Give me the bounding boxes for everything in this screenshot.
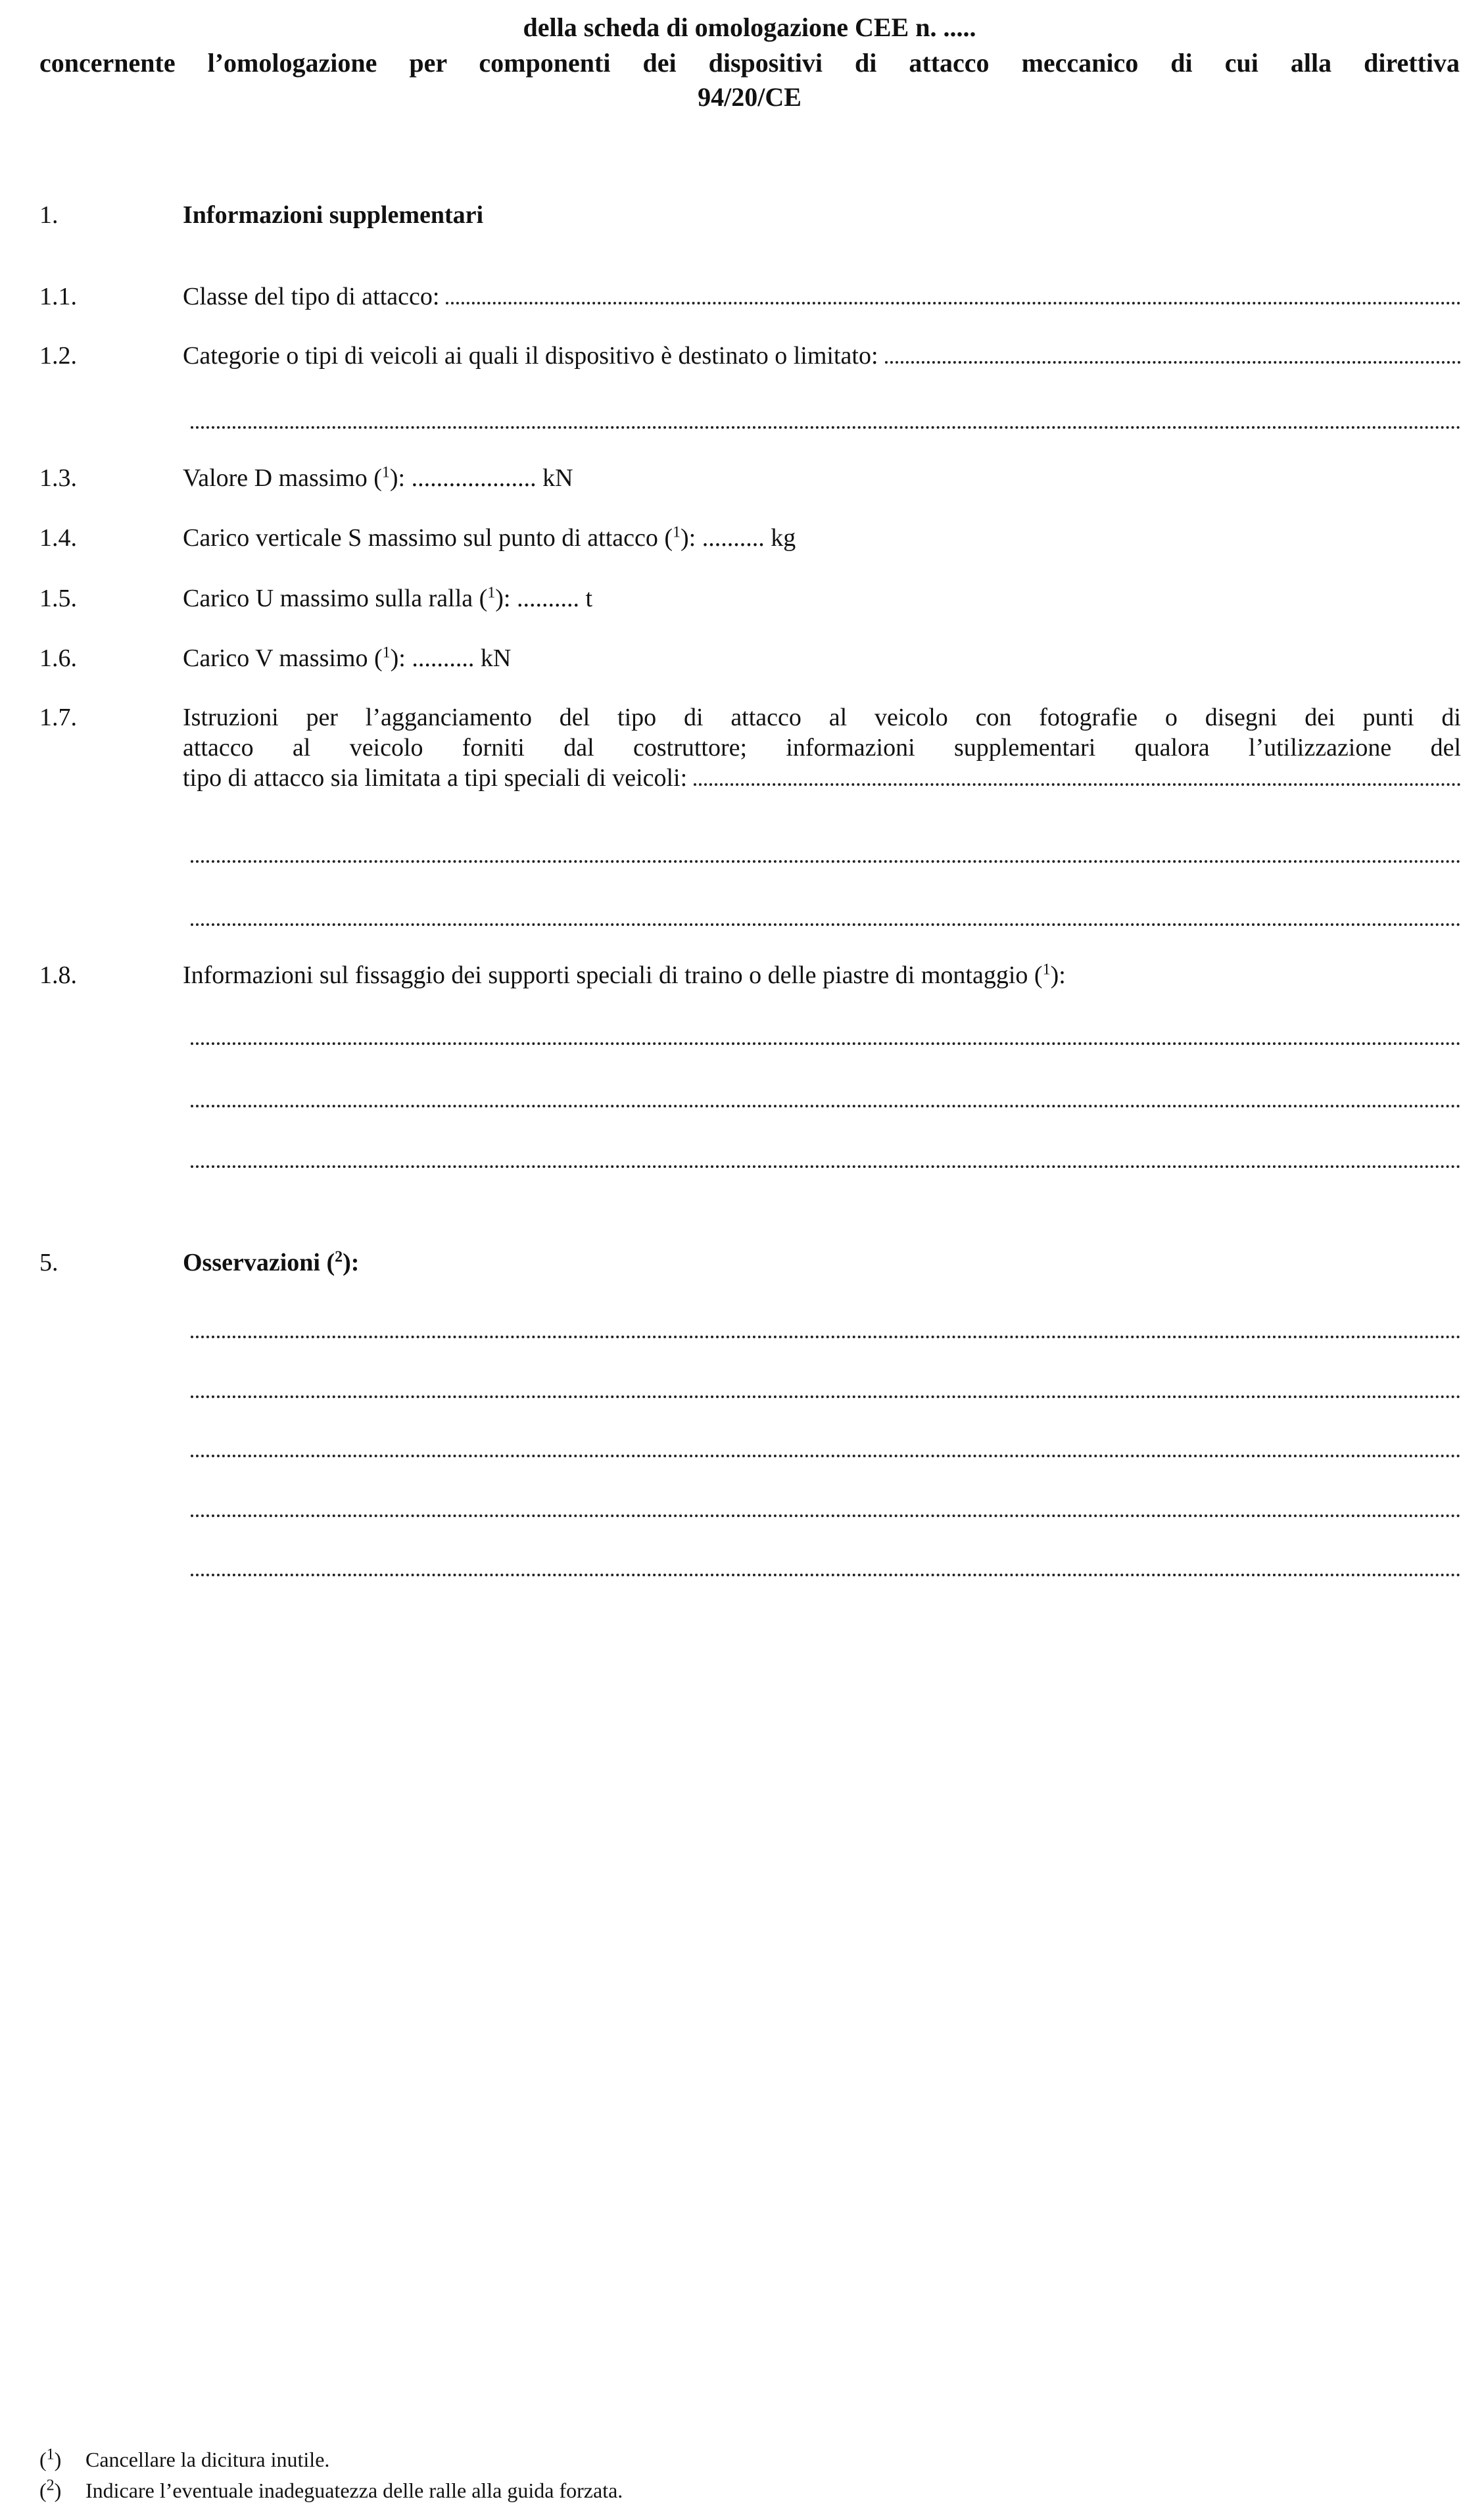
item-1-8-text: Informazioni sul fissaggio dei supporti speciali di traino o delle piastre di montaggio ($^1$):	[183, 961, 1066, 989]
item-1-7-line-2: attacco al veicolo forniti dal costruttore; informazioni supplementari qualora l’utilizzazione del	[183, 734, 1461, 762]
observations-line-4[interactable]	[191, 1514, 1461, 1517]
observations-line-3[interactable]	[191, 1455, 1461, 1457]
header-line-1: della scheda di omologazione CEE n. .....	[523, 12, 976, 42]
item-1-8-line-2[interactable]	[191, 1105, 1461, 1107]
item-1-8-line-3[interactable]	[191, 1165, 1461, 1168]
item-1-6-text: Carico V massimo ($^1$): .......... kN	[183, 644, 512, 672]
item-1-5-text: Carico U massimo sulla ralla ($^1$): .......... t	[183, 584, 593, 612]
item-1-1-row	[183, 281, 1461, 312]
item-1-7-line-1: Istruzioni per l’agganciamento del tipo di attacco al veicolo con fotografie o disegni dei punti di	[183, 704, 1461, 731]
footnote-1-text: Cancellare la dicitura inutile.	[85, 2448, 330, 2471]
section-1-number: 1.	[39, 201, 59, 229]
item-1-7-extra-line-1[interactable]	[191, 860, 1461, 863]
observations-line-5[interactable]	[191, 1574, 1461, 1576]
item-1-7-fill-line[interactable]	[694, 765, 1461, 786]
item-1-1-fill-line[interactable]	[446, 283, 1461, 304]
item-1-1-number: 1.1.	[39, 283, 77, 310]
footnote-2-mark: ($^2$)	[39, 2477, 62, 2502]
item-1-7-line-3: tipo di attacco sia limitata a tipi speciali di veicoli:	[183, 764, 688, 792]
footnote-ref-1: 1	[382, 644, 391, 662]
item-1-6-number: 1.6.	[39, 644, 77, 672]
header-line-2: concernente l’omologazione per componenti dei dispositivi di attacco meccanico di cui alla direttiva	[39, 48, 1460, 78]
section-5-number: 5.	[39, 1249, 59, 1276]
section-1-title: Informazioni supplementari	[183, 201, 484, 229]
footnote-ref-1: 1	[1042, 961, 1051, 979]
item-1-3-number: 1.3.	[39, 464, 77, 492]
item-1-5-number: 1.5.	[39, 585, 77, 612]
item-1-2-number: 1.2.	[39, 342, 77, 370]
item-1-2-label: Categorie o tipi di veicoli ai quali il dispositivo è destinato o limitato:	[183, 342, 878, 370]
footnote-ref-2: 2	[335, 1248, 343, 1266]
item-1-2-extra-line[interactable]	[191, 426, 1461, 429]
item-1-7-number: 1.7.	[39, 704, 77, 731]
footnote-2-text: Indicare l’eventuale inadeguatezza delle ralle alla guida forzata.	[85, 2479, 623, 2502]
item-1-8-number: 1.8.	[39, 961, 77, 989]
footnote-1-mark: ($^1$)	[39, 2446, 62, 2471]
item-1-7-paragraph	[183, 702, 1461, 793]
footnote-2	[39, 2478, 623, 2503]
item-1-1-label: Classe del tipo di attacco:	[183, 283, 440, 310]
footnote-1	[39, 2447, 329, 2472]
header-line-3: 94/20/CE	[698, 82, 802, 112]
item-1-7-extra-line-2[interactable]	[191, 923, 1461, 926]
item-1-2-fill-line[interactable]	[885, 343, 1461, 364]
footnote-ref-1: 1	[487, 584, 496, 602]
footnote-ref-1: 1	[381, 464, 390, 481]
observations-line-2[interactable]	[191, 1395, 1461, 1398]
footnote-ref-1: 1	[673, 523, 681, 541]
item-1-2-row	[183, 341, 1461, 371]
item-1-7-line-3-row	[183, 763, 1461, 793]
item-1-4-text: Carico verticale S massimo sul punto di attacco ($^1$): .......... kg	[183, 523, 796, 552]
section-5-title: Osservazioni ($^2$):	[183, 1248, 360, 1276]
item-1-8-line-1[interactable]	[191, 1042, 1461, 1045]
item-1-4-number: 1.4.	[39, 524, 77, 552]
item-1-3-text: Valore D massimo ($^1$): .................... kN	[183, 464, 573, 492]
observations-line-1[interactable]	[191, 1336, 1461, 1338]
